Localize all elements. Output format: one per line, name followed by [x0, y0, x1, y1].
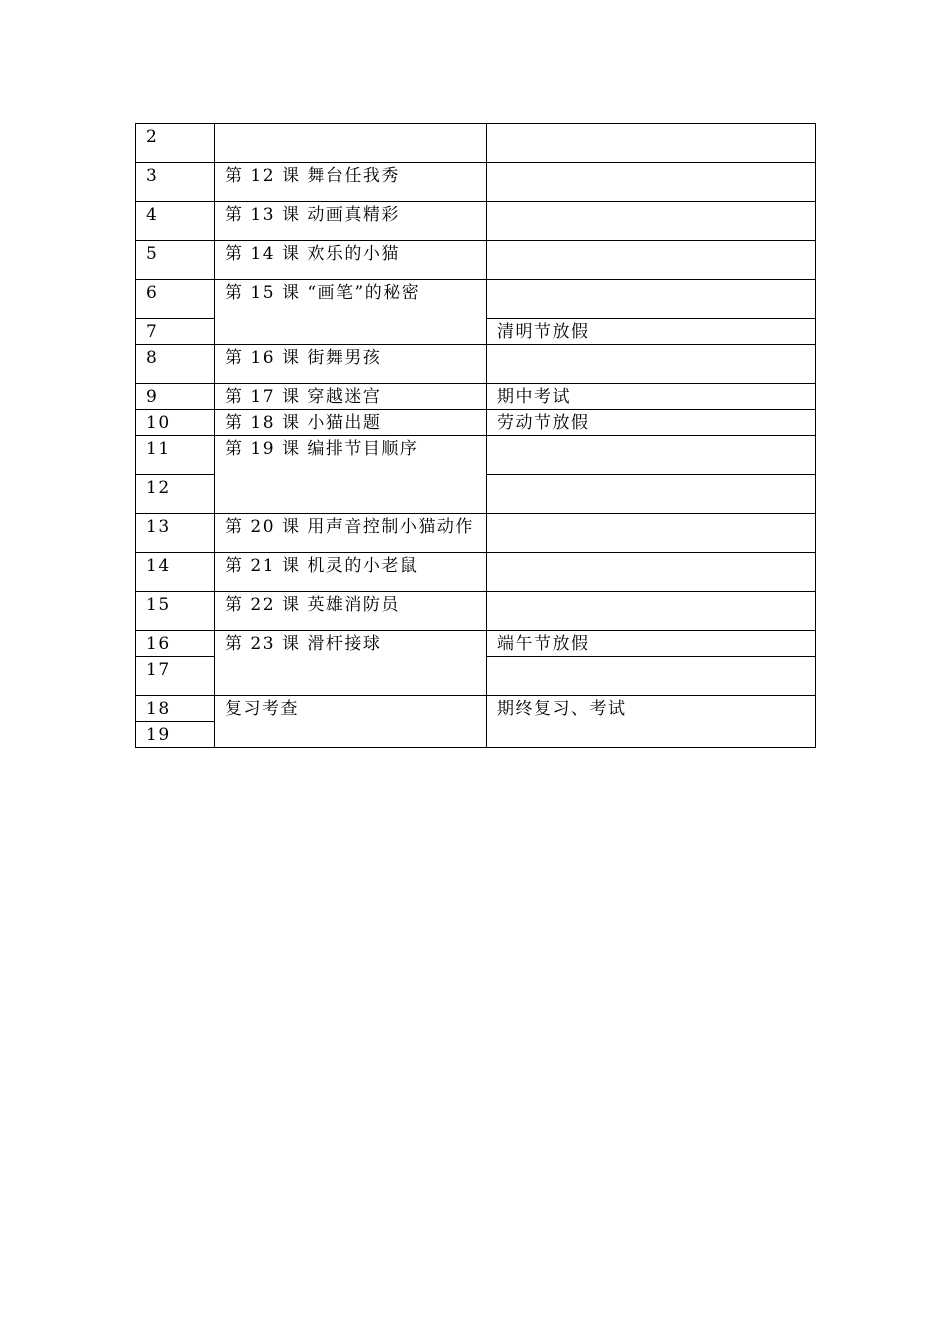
note-cell	[487, 280, 816, 319]
week-cell: 17	[136, 657, 215, 696]
week-cell: 8	[136, 345, 215, 384]
table-row	[136, 592, 816, 631]
table-row	[136, 436, 816, 475]
table-row	[136, 241, 816, 280]
week-cell: 6	[136, 280, 215, 319]
note-cell	[487, 345, 816, 384]
note-cell: 期中考试	[487, 384, 816, 410]
week-cell: 12	[136, 475, 215, 514]
lesson-cell: 第 19 课 编排节目顺序	[215, 436, 487, 514]
lesson-cell: 第 13 课 动画真精彩	[215, 202, 487, 241]
note-cell	[487, 202, 816, 241]
table-row	[136, 124, 816, 163]
week-cell: 10	[136, 410, 215, 436]
week-cell: 15	[136, 592, 215, 631]
table-row	[136, 163, 816, 202]
note-cell	[487, 163, 816, 202]
week-cell: 18	[136, 696, 215, 722]
lesson-cell: 第 12 课 舞台任我秀	[215, 163, 487, 202]
lesson-cell: 第 14 课 欢乐的小猫	[215, 241, 487, 280]
week-cell: 3	[136, 163, 215, 202]
table-row	[136, 696, 816, 722]
week-cell: 5	[136, 241, 215, 280]
lesson-cell: 第 20 课 用声音控制小猫动作	[215, 514, 487, 553]
lesson-cell: 第 21 课 机灵的小老鼠	[215, 553, 487, 592]
note-cell	[487, 657, 816, 696]
table-row	[136, 514, 816, 553]
lesson-cell: 第 22 课 英雄消防员	[215, 592, 487, 631]
note-cell: 劳动节放假	[487, 410, 816, 436]
week-cell: 7	[136, 319, 215, 345]
note-cell	[487, 436, 816, 475]
table-row	[136, 345, 816, 384]
lesson-cell: 复习考查	[215, 696, 487, 748]
lesson-cell: 第 16 课 街舞男孩	[215, 345, 487, 384]
note-cell	[487, 592, 816, 631]
table-row	[136, 280, 816, 319]
table-row	[136, 631, 816, 657]
week-cell: 9	[136, 384, 215, 410]
week-cell: 13	[136, 514, 215, 553]
week-cell: 19	[136, 722, 215, 748]
table-row	[136, 553, 816, 592]
note-cell	[487, 475, 816, 514]
note-cell	[487, 514, 816, 553]
schedule-table	[135, 123, 815, 748]
week-cell: 4	[136, 202, 215, 241]
lesson-cell	[215, 124, 487, 163]
week-cell: 16	[136, 631, 215, 657]
lesson-cell: 第 18 课 小猫出题	[215, 410, 487, 436]
table-row	[136, 384, 816, 410]
table-row	[136, 202, 816, 241]
lesson-cell: 第 23 课 滑杆接球	[215, 631, 487, 696]
note-cell	[487, 553, 816, 592]
week-cell: 2	[136, 124, 215, 163]
lesson-cell: 第 17 课 穿越迷宫	[215, 384, 487, 410]
lesson-cell: 第 15 课 “画笔”的秘密	[215, 280, 487, 345]
note-cell	[487, 241, 816, 280]
note-cell: 清明节放假	[487, 319, 816, 345]
note-cell: 期终复习、考试	[487, 696, 816, 748]
note-cell: 端午节放假	[487, 631, 816, 657]
note-cell	[487, 124, 816, 163]
week-cell: 11	[136, 436, 215, 475]
week-cell: 14	[136, 553, 215, 592]
table-row	[136, 410, 816, 436]
